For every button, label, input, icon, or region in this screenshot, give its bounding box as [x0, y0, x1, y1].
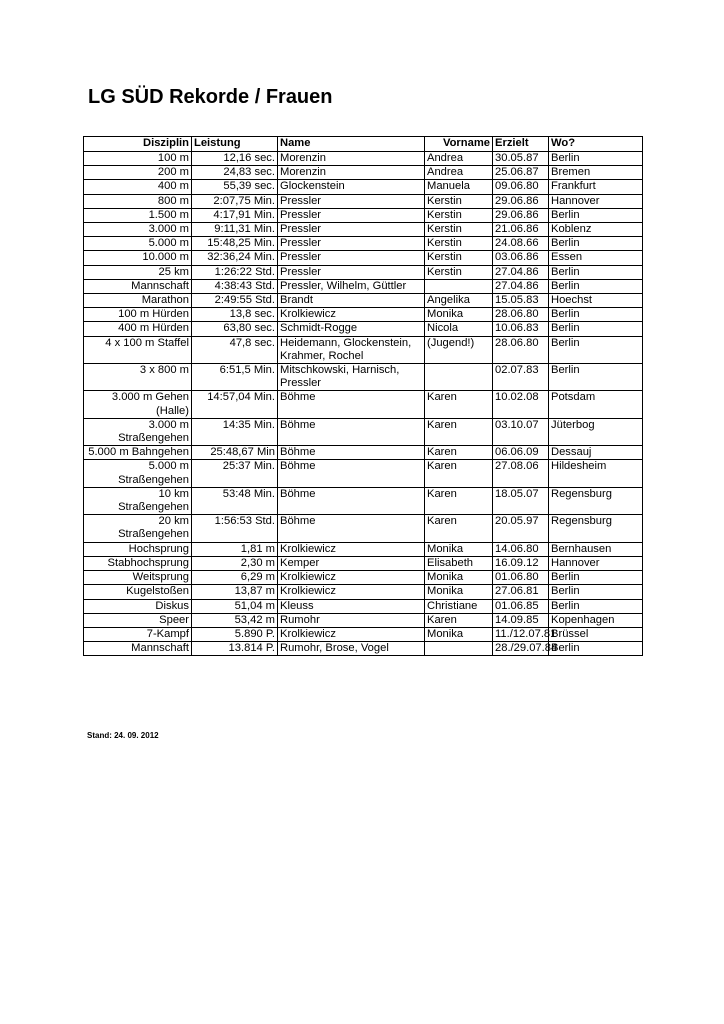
cell-leistung: 4:38:43 Std.	[192, 279, 278, 293]
cell-name: Kemper	[278, 556, 425, 570]
cell-vorname: Kerstin	[425, 194, 493, 208]
cell-vorname: Kerstin	[425, 208, 493, 222]
cell-name: Pressler	[278, 194, 425, 208]
column-header-disziplin: Disziplin	[84, 137, 192, 152]
cell-erzielt: 03.10.07	[493, 418, 549, 445]
cell-vorname: Kerstin	[425, 223, 493, 237]
cell-wo: Hoechst	[549, 294, 643, 308]
cell-erzielt: 10.06.83	[493, 322, 549, 336]
table-row	[84, 166, 643, 180]
cell-erzielt: 27.04.86	[493, 279, 549, 293]
table-row	[84, 487, 643, 514]
cell-name: Morenzin	[278, 166, 425, 180]
cell-vorname	[425, 364, 493, 391]
cell-wo: Potsdam	[549, 391, 643, 418]
cell-disziplin: Hochsprung	[84, 542, 192, 556]
cell-wo: Berlin	[549, 208, 643, 222]
cell-disziplin: Weitsprung	[84, 571, 192, 585]
cell-name: Böhme	[278, 460, 425, 487]
cell-name: Schmidt-Rogge	[278, 322, 425, 336]
cell-erzielt: 06.06.09	[493, 446, 549, 460]
cell-disziplin: Diskus	[84, 599, 192, 613]
cell-disziplin: 5.000 m Bahngehen	[84, 446, 192, 460]
cell-leistung: 2:49:55 Std.	[192, 294, 278, 308]
cell-wo: Berlin	[549, 279, 643, 293]
cell-disziplin: Kugelstoßen	[84, 585, 192, 599]
cell-vorname: Karen	[425, 391, 493, 418]
cell-name: Brandt	[278, 294, 425, 308]
cell-disziplin: 20 km Straßengehen	[84, 515, 192, 542]
cell-wo: Koblenz	[549, 223, 643, 237]
cell-vorname: Karen	[425, 487, 493, 514]
cell-disziplin: 100 m Hürden	[84, 308, 192, 322]
cell-disziplin: 400 m	[84, 180, 192, 194]
table-row	[84, 460, 643, 487]
cell-wo: Berlin	[549, 571, 643, 585]
cell-erzielt: 15.05.83	[493, 294, 549, 308]
cell-vorname: Christiane	[425, 599, 493, 613]
cell-leistung: 5.890 P.	[192, 627, 278, 641]
cell-erzielt: 27.04.86	[493, 265, 549, 279]
cell-erzielt: 16.09.12	[493, 556, 549, 570]
cell-wo: Regensburg	[549, 515, 643, 542]
cell-name: Böhme	[278, 391, 425, 418]
cell-disziplin: 5.000 m	[84, 237, 192, 251]
cell-erzielt: 27.08.06	[493, 460, 549, 487]
cell-disziplin: 400 m Hürden	[84, 322, 192, 336]
cell-erzielt: 24.08.66	[493, 237, 549, 251]
cell-name: Krolkiewicz	[278, 308, 425, 322]
cell-leistung: 51,04 m	[192, 599, 278, 613]
cell-vorname: Monika	[425, 571, 493, 585]
cell-wo: Dessauj	[549, 446, 643, 460]
cell-name: Böhme	[278, 487, 425, 514]
cell-vorname: Andrea	[425, 152, 493, 166]
cell-leistung: 6,29 m	[192, 571, 278, 585]
cell-wo: Regensburg	[549, 487, 643, 514]
cell-name: Böhme	[278, 418, 425, 445]
cell-erzielt: 11./12.07.81	[493, 627, 549, 641]
cell-vorname: Karen	[425, 446, 493, 460]
cell-leistung: 47,8 sec.	[192, 336, 278, 363]
records-body	[84, 152, 643, 656]
table-row	[84, 322, 643, 336]
cell-leistung: 1:56:53 Std.	[192, 515, 278, 542]
cell-leistung: 1,81 m	[192, 542, 278, 556]
cell-wo: Berlin	[549, 364, 643, 391]
cell-erzielt: 28./29.07.84	[493, 642, 549, 656]
cell-name: Glockenstein	[278, 180, 425, 194]
cell-name: Mitschkowski, Harnisch, Pressler	[278, 364, 425, 391]
cell-leistung: 55,39 sec.	[192, 180, 278, 194]
cell-leistung: 13,87 m	[192, 585, 278, 599]
cell-leistung: 13.814 P.	[192, 642, 278, 656]
cell-disziplin: 100 m	[84, 152, 192, 166]
cell-name: Böhme	[278, 446, 425, 460]
cell-name: Pressler	[278, 237, 425, 251]
cell-disziplin: Stabhochsprung	[84, 556, 192, 570]
table-row	[84, 446, 643, 460]
cell-vorname: Karen	[425, 460, 493, 487]
cell-leistung: 25:37 Min.	[192, 460, 278, 487]
cell-vorname: Manuela	[425, 180, 493, 194]
table-row	[84, 208, 643, 222]
table-row	[84, 223, 643, 237]
cell-wo: Jüterbog	[549, 418, 643, 445]
cell-erzielt: 09.06.80	[493, 180, 549, 194]
table-row	[84, 599, 643, 613]
table-row	[84, 391, 643, 418]
cell-vorname: Karen	[425, 515, 493, 542]
cell-name: Pressler	[278, 223, 425, 237]
cell-wo: Berlin	[549, 642, 643, 656]
cell-vorname: Karen	[425, 613, 493, 627]
cell-wo: Bremen	[549, 166, 643, 180]
records-table	[83, 136, 643, 656]
cell-leistung: 9:11,31 Min.	[192, 223, 278, 237]
cell-wo: Berlin	[549, 599, 643, 613]
cell-leistung: 25:48,67 Min	[192, 446, 278, 460]
column-header-name: Name	[278, 137, 425, 152]
cell-erzielt: 25.06.87	[493, 166, 549, 180]
cell-leistung: 12,16 sec.	[192, 152, 278, 166]
cell-wo: Berlin	[549, 265, 643, 279]
cell-disziplin: 800 m	[84, 194, 192, 208]
cell-name: Morenzin	[278, 152, 425, 166]
cell-erzielt: 02.07.83	[493, 364, 549, 391]
cell-erzielt: 28.06.80	[493, 336, 549, 363]
cell-wo: Hannover	[549, 556, 643, 570]
cell-erzielt: 03.06.86	[493, 251, 549, 265]
table-row	[84, 294, 643, 308]
table-row	[84, 237, 643, 251]
cell-leistung: 1:26:22 Std.	[192, 265, 278, 279]
cell-leistung: 53,42 m	[192, 613, 278, 627]
cell-wo: Hannover	[549, 194, 643, 208]
table-row	[84, 336, 643, 363]
cell-vorname	[425, 642, 493, 656]
table-row	[84, 364, 643, 391]
cell-vorname: Monika	[425, 542, 493, 556]
table-row	[84, 542, 643, 556]
cell-disziplin: 3.000 m Gehen (Halle)	[84, 391, 192, 418]
cell-erzielt: 29.06.86	[493, 194, 549, 208]
cell-wo: Essen	[549, 251, 643, 265]
cell-erzielt: 29.06.86	[493, 208, 549, 222]
table-header-row	[84, 137, 643, 152]
cell-disziplin: 10.000 m	[84, 251, 192, 265]
cell-erzielt: 21.06.86	[493, 223, 549, 237]
cell-wo: Bernhausen	[549, 542, 643, 556]
cell-disziplin: Mannschaft	[84, 279, 192, 293]
cell-disziplin: 200 m	[84, 166, 192, 180]
cell-leistung: 53:48 Min.	[192, 487, 278, 514]
cell-name: Krolkiewicz	[278, 571, 425, 585]
cell-name: Heidemann, Glockenstein, Krahmer, Rochel	[278, 336, 425, 363]
cell-leistung: 63,80 sec.	[192, 322, 278, 336]
cell-vorname: Kerstin	[425, 251, 493, 265]
cell-erzielt: 14.06.80	[493, 542, 549, 556]
cell-disziplin: 3.000 m Straßengehen	[84, 418, 192, 445]
table-row	[84, 642, 643, 656]
cell-leistung: 14:57,04 Min.	[192, 391, 278, 418]
table-row	[84, 418, 643, 445]
table-row	[84, 585, 643, 599]
status-date: Stand: 24. 09. 2012	[87, 731, 159, 740]
cell-erzielt: 14.09.85	[493, 613, 549, 627]
table-row	[84, 180, 643, 194]
cell-disziplin: 25 km	[84, 265, 192, 279]
cell-vorname: Kerstin	[425, 237, 493, 251]
cell-vorname	[425, 279, 493, 293]
cell-name: Böhme	[278, 515, 425, 542]
cell-leistung: 4:17,91 Min.	[192, 208, 278, 222]
column-header-wo: Wo?	[549, 137, 643, 152]
column-header-vorname: Vorname	[425, 137, 493, 152]
cell-name: Rumohr, Brose, Vogel	[278, 642, 425, 656]
table-row	[84, 265, 643, 279]
cell-wo: Berlin	[549, 152, 643, 166]
cell-erzielt: 01.06.80	[493, 571, 549, 585]
table-row	[84, 515, 643, 542]
cell-wo: Berlin	[549, 322, 643, 336]
cell-disziplin: 5.000 m Straßengehen	[84, 460, 192, 487]
cell-wo: Berlin	[549, 237, 643, 251]
table-row	[84, 308, 643, 322]
table-row	[84, 556, 643, 570]
cell-name: Pressler	[278, 251, 425, 265]
cell-vorname: Monika	[425, 585, 493, 599]
cell-name: Kleuss	[278, 599, 425, 613]
table-row	[84, 571, 643, 585]
cell-erzielt: 30.05.87	[493, 152, 549, 166]
cell-wo: Kopenhagen	[549, 613, 643, 627]
cell-wo: Berlin	[549, 585, 643, 599]
cell-vorname: Andrea	[425, 166, 493, 180]
cell-name: Pressler, Wilhelm, Güttler	[278, 279, 425, 293]
cell-disziplin: 3.000 m	[84, 223, 192, 237]
page-title: LG SÜD Rekorde / Frauen	[88, 86, 333, 108]
cell-erzielt: 28.06.80	[493, 308, 549, 322]
cell-leistung: 6:51,5 Min.	[192, 364, 278, 391]
cell-name: Pressler	[278, 208, 425, 222]
cell-name: Rumohr	[278, 613, 425, 627]
cell-disziplin: Marathon	[84, 294, 192, 308]
cell-disziplin: 3 x 800 m	[84, 364, 192, 391]
table-row	[84, 613, 643, 627]
cell-erzielt: 27.06.81	[493, 585, 549, 599]
cell-erzielt: 01.06.85	[493, 599, 549, 613]
cell-disziplin: 7-Kampf	[84, 627, 192, 641]
table-row	[84, 152, 643, 166]
cell-disziplin: 4 x 100 m Staffel	[84, 336, 192, 363]
cell-disziplin: Mannschaft	[84, 642, 192, 656]
table-row	[84, 194, 643, 208]
cell-vorname: Kerstin	[425, 265, 493, 279]
cell-leistung: 2,30 m	[192, 556, 278, 570]
cell-wo: Berlin	[549, 336, 643, 363]
cell-name: Krolkiewicz	[278, 585, 425, 599]
table-row	[84, 251, 643, 265]
cell-erzielt: 20.05.97	[493, 515, 549, 542]
table-row	[84, 279, 643, 293]
cell-name: Krolkiewicz	[278, 542, 425, 556]
cell-vorname: Nicola	[425, 322, 493, 336]
cell-wo: Hildesheim	[549, 460, 643, 487]
column-header-leistung: Leistung	[192, 137, 278, 152]
cell-erzielt: 10.02.08	[493, 391, 549, 418]
cell-vorname: (Jugend!)	[425, 336, 493, 363]
cell-leistung: 13,8 sec.	[192, 308, 278, 322]
cell-vorname: Angelika	[425, 294, 493, 308]
cell-vorname: Monika	[425, 308, 493, 322]
table-row	[84, 627, 643, 641]
cell-leistung: 2:07,75 Min.	[192, 194, 278, 208]
cell-vorname: Karen	[425, 418, 493, 445]
cell-disziplin: 1.500 m	[84, 208, 192, 222]
cell-wo: Brüssel	[549, 627, 643, 641]
cell-vorname: Elisabeth	[425, 556, 493, 570]
cell-name: Krolkiewicz	[278, 627, 425, 641]
cell-leistung: 24,83 sec.	[192, 166, 278, 180]
cell-wo: Berlin	[549, 308, 643, 322]
cell-name: Pressler	[278, 265, 425, 279]
cell-disziplin: Speer	[84, 613, 192, 627]
cell-leistung: 32:36,24 Min.	[192, 251, 278, 265]
cell-leistung: 14:35 Min.	[192, 418, 278, 445]
cell-erzielt: 18.05.07	[493, 487, 549, 514]
cell-wo: Frankfurt	[549, 180, 643, 194]
cell-disziplin: 10 km Straßengehen	[84, 487, 192, 514]
cell-vorname: Monika	[425, 627, 493, 641]
cell-leistung: 15:48,25 Min.	[192, 237, 278, 251]
column-header-erzielt: Erzielt	[493, 137, 549, 152]
